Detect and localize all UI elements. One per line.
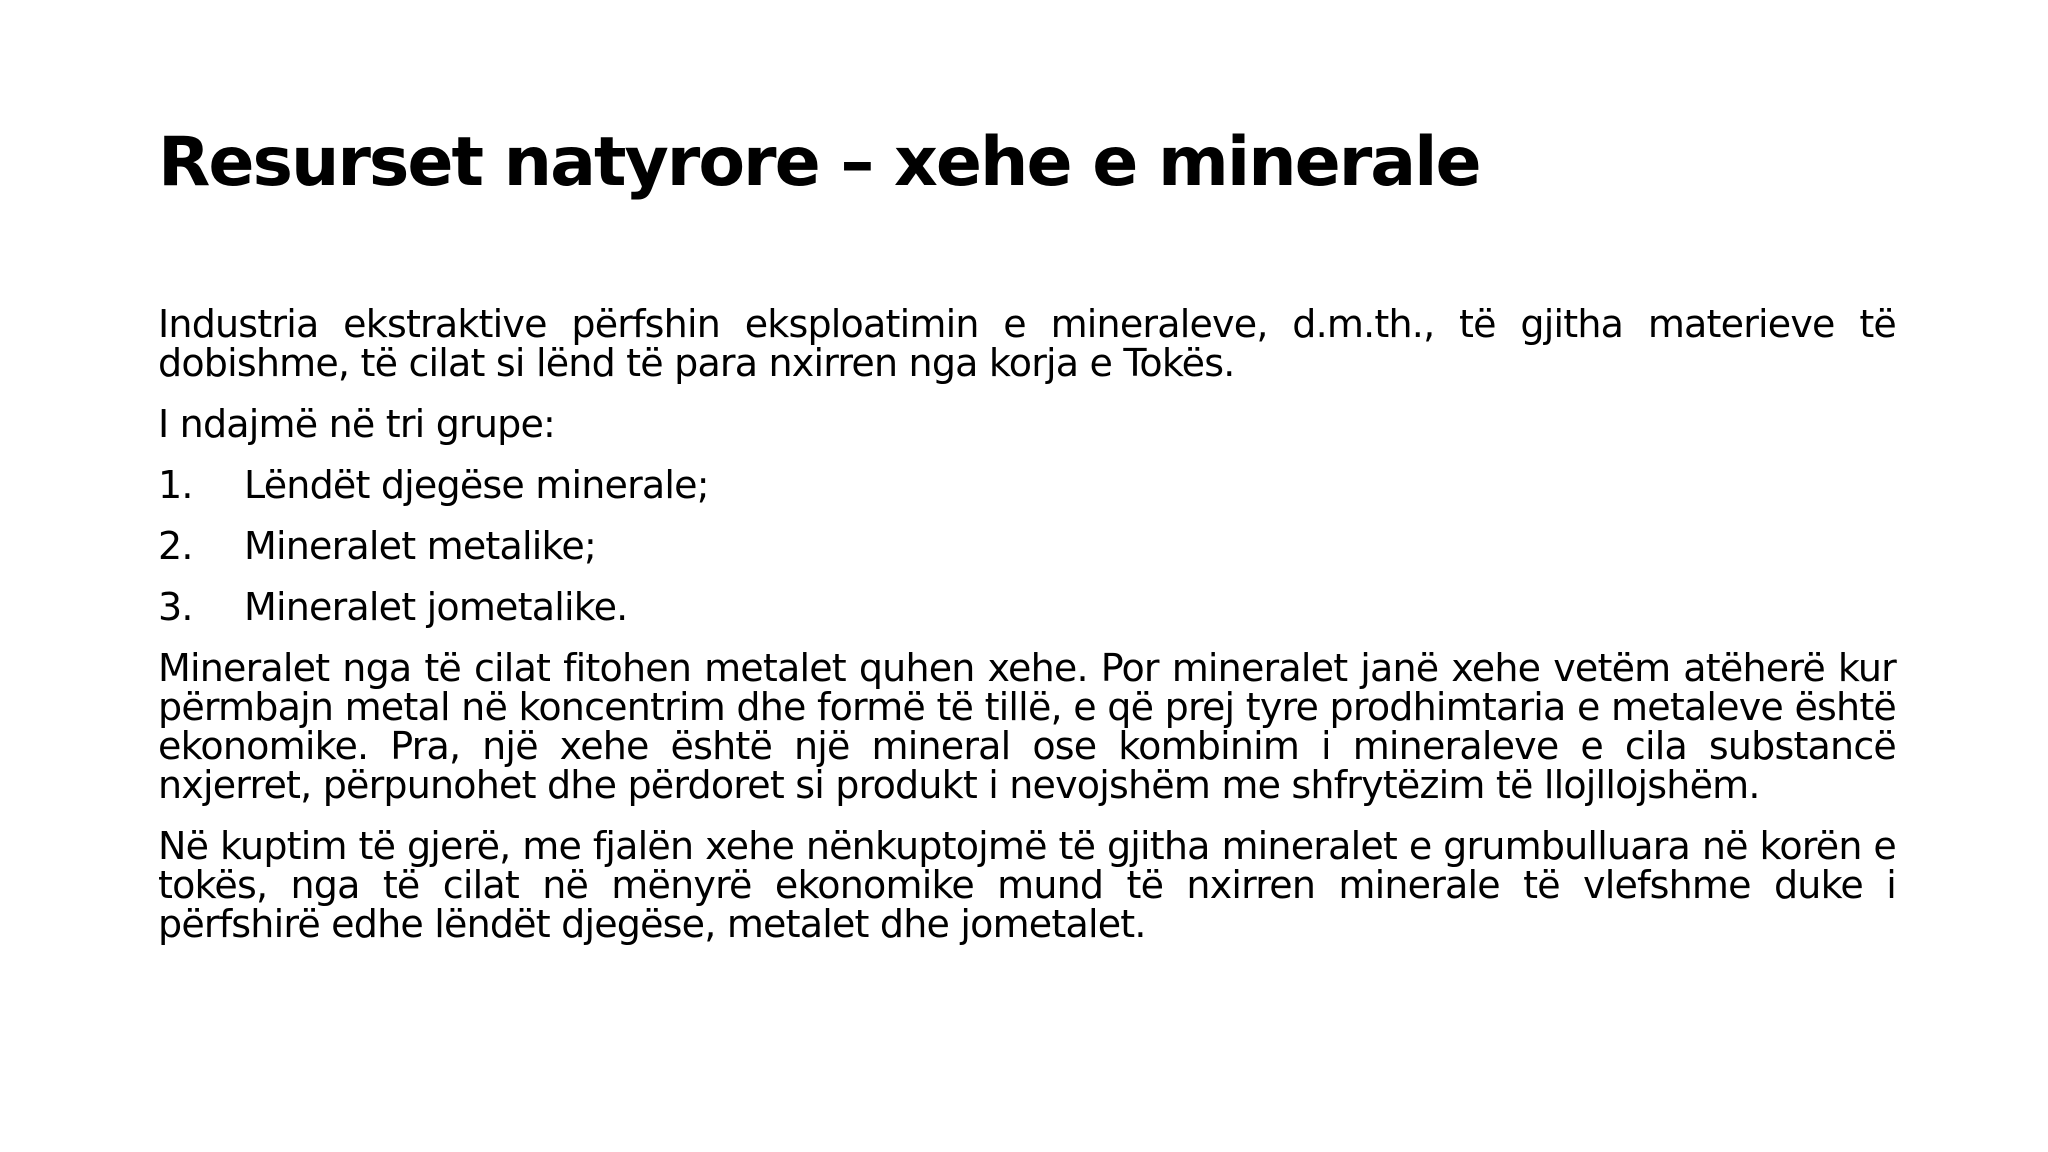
list-item [158,585,1896,629]
slide-body [158,302,1896,966]
paragraph-intro: Industria ekstraktive përfshin eksploatimin e mineraleve, d.m.th., të gjitha materieve të dobishme, të cilat si lënd të para nxirren nga korja e Tokës. [158,302,1896,385]
slide-title: Resurset natyrore – xehe e minerale [158,123,1480,202]
list-item-text: Mineralet metalike; [244,524,596,568]
paragraph-ores: Mineralet nga të cilat fitohen metalet quhen xehe. Por mineralet janë xehe vetëm atëherë kur përmbajn metal në koncentrim dhe formë të tillë, e që prej tyre prodhimtaria e metaleve është ekonomike. Pra, një xehe është një mineral ose kombinim i mineraleve e cila substancë nxjerret, përpunohet dhe përdoret si produkt i nevojshëm me shfrytëzim të llojllojshëm. [158,646,1896,807]
list-item [158,524,1896,568]
list-item-number: 2. [158,524,193,568]
list-item-number: 1. [158,463,193,507]
paragraph-groups-lead: I ndajmë në tri grupe: [158,402,556,446]
list-item-text: Lëndët djegëse minerale; [244,463,709,507]
list-item [158,463,1896,507]
paragraph-broad-sense: Në kuptim të gjerë, me fjalën xehe nënkuptojmë të gjitha mineralet e grumbulluara në korën e tokës, nga të cilat në mënyrë ekonomike mund të nxirren minerale të vlefshme duke i përfshirë edhe lëndët djegëse, metalet dhe jometalet. [158,824,1896,946]
list-item-text: Mineralet jometalike. [244,585,628,629]
list-item-number: 3. [158,585,193,629]
